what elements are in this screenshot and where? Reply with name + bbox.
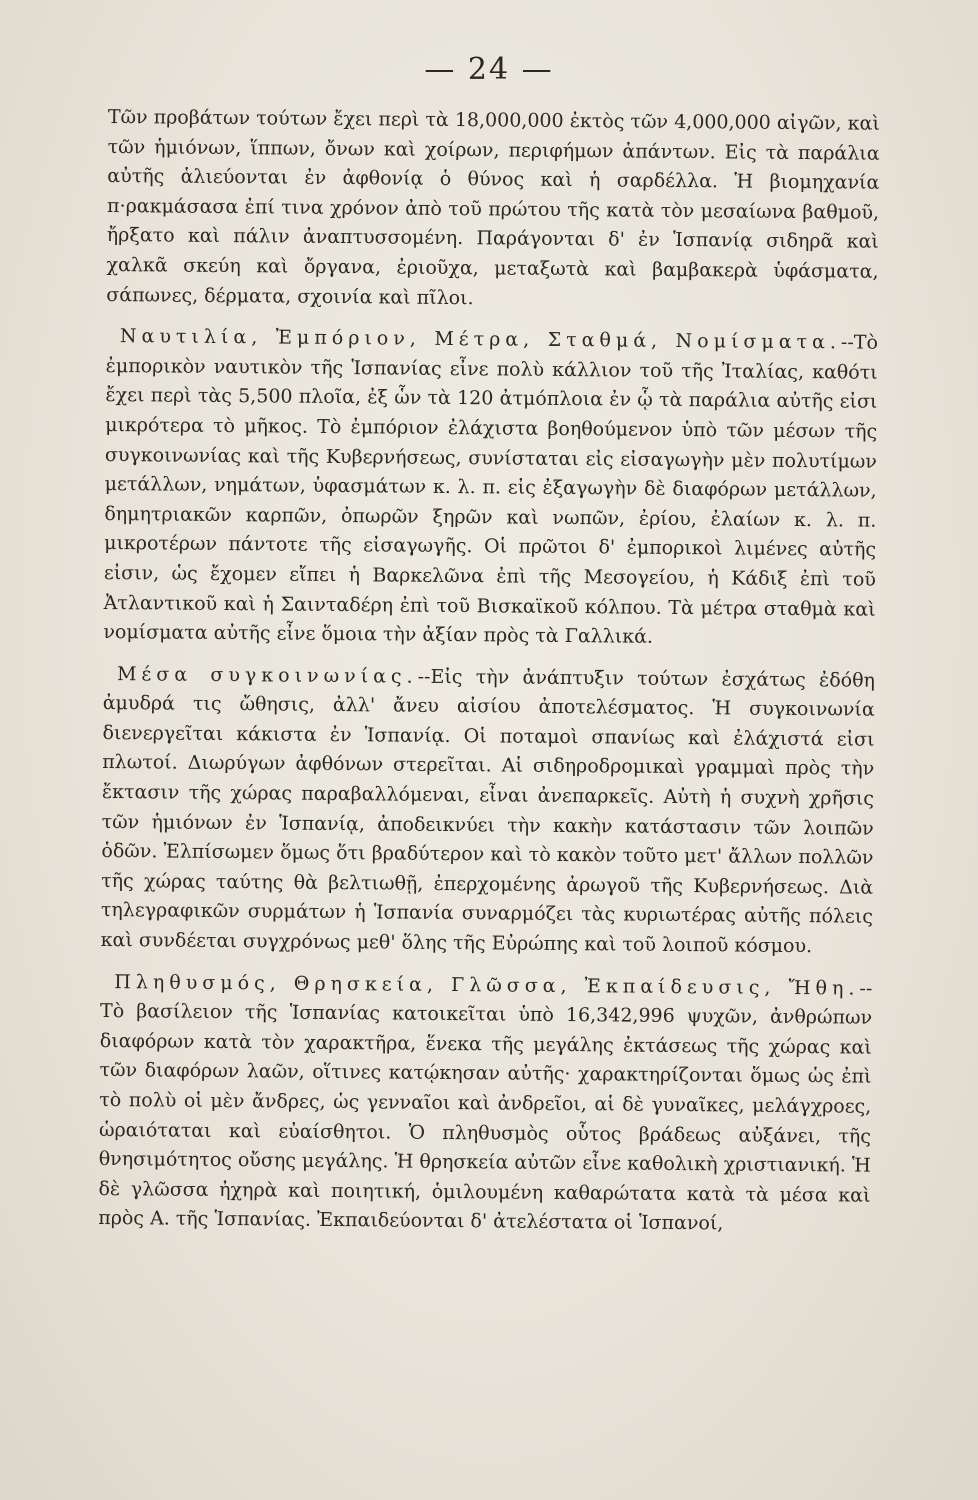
paragraph-livestock-industry (106, 103, 880, 317)
paragraph-population-religion (98, 968, 872, 1241)
paragraph-text: --Τὸ ἐμπορικὸν ναυτικὸν τῆς Ἱσπανίας εἶνε πολὺ κάλλιον τοῦ τῆς Ἰταλίας, καθότι ἔχει περὶ τὰς 5,500 πλοῖα, ἐξ ὧν τὰ 120 ἀτμόπλοια ἐν ᾧ τὰ παράλια αὐτῆς εἰσι μικρότερα τὸ μῆκος. Τὸ ἐμπόριον ἐλάχιστα βοηθούμενον ὑπὸ τῶν μέσων τῆς συγκοινωνίας καὶ τῆς Κυβερνήσεως, συνίσταται εἰς εἰσαγωγὴν μὲν πολυτίμων μετάλλων, νημάτων, ὑφασμάτων κ. λ. π. εἰς ἐξαγωγὴν δὲ διαφόρων μετάλλων, δημητριακῶν καρπῶν, ὀπωρῶν ξηρῶν καὶ νωπῶν, ἐρίου, ἐλαίων κ. λ. π. μικροτέρων πάντοτε τῆς εἰσαγωγῆς. Οἱ πρῶτοι δ' ἐμπορικοὶ λιμένες αὐτῆς εἰσιν, ὡς ἔχομεν εἴπει ἡ Βαρκελῶνα ἐπὶ τῆς Μεσογείου, ἡ Κάδιξ ἐπὶ τοῦ Ἀτλαντικοῦ καὶ ἡ Σαινταδέρη ἐπὶ τοῦ Βισκαϊκοῦ κόλπου. Τὰ μέτρα σταθμὰ καὶ νομίσματα αὐτῆς εἶνε ὅμοια τὴν ἀξίαν πρὸς τὰ Γαλλικά. (103, 331, 879, 648)
section-heading: Μέσα συγκοινωνίας. (116, 662, 418, 688)
page-number: — 24 — (424, 52, 554, 87)
paragraph-navigation-commerce (103, 322, 878, 654)
section-heading: Πληθυσμός, Θρησκεία, Γλῶσσα, Ἐκπαίδευσις, Ἤθη. (114, 970, 860, 1000)
paragraph-text: --Τὸ βασίλειον τῆς Ἱσπανίας κατοικεῖται ὑπὸ 16,342,996 ψυχῶν, ἀνθρώπων διαφόρων κατὰ τὸν χαρακτῆρα, ἕνεκα τῆς μεγάλης ἐκτάσεως τῆς χώρας καὶ τῶν διαφόρων λαῶν, οἵτινες κατῴκησαν αὐτῆς· χαρακτηρίζονται ὅμως ὡς ἐπὶ τὸ πολὺ οἱ μὲν ἄνδρες, ὡς γενναῖοι καὶ ἀνδρεῖοι, αἱ δὲ γυναῖκες, μελάγχροες, ὡραιόταται καὶ εὐαίσθητοι. Ὁ πληθυσμὸς οὗτος βράδεως αὐξάνει, τῆς θνησιμότητος οὔσης μεγάλης. Ἡ θρησκεία αὐτῶν εἶνε καθολικὴ χριστιανική. Ἡ δὲ γλῶσσα ἠχηρὰ καὶ ποιητική, ὁμιλουμένη καθαρώτατα κατὰ τὰ μέσα καὶ πρὸς Α. τῆς Ἱσπανίας. Ἐκπαιδεύονται δ' ἀτελέστατα οἱ Ἱσπανοί, (98, 977, 873, 1235)
paragraph-text: --Εἰς τὴν ἀνάπτυξιν τούτων ἐσχάτως ἐδόθη ἀμυδρά τις ὤθησις, ἀλλ' ἄνευ αἰσίου ἀποτελέσματος. Ἡ συγκοινωνία διενεργεῖται κάκιστα ἐν Ἱσπανίᾳ. Οἱ ποταμοὶ σπανίως καὶ ἐλάχιστά εἰσι πλωτοί. Διωρύγων ἀφθόνων στερεῖται. Αἱ σιδηροδρομικαὶ γραμμαὶ πρὸς τὴν ἔκτασιν τῆς χώρας παραβαλλόμεναι, εἶναι ἀνεπαρκεῖς. Αὐτὴ ἡ συχνὴ χρῆσις τῶν ἡμιόνων ἐν Ἱσπανίᾳ, ἀποδεικνύει τὴν κακὴν κατάστασιν τῶν λοιπῶν ὁδῶν. Ἐλπίσωμεν ὅμως ὅτι βραδύτερον καὶ τὸ κακὸν τοῦτο μετ' ἄλλων πολλῶν τῆς χώρας ταύτης θὰ βελτιωθῇ, ἐπερχομένης ἀρωγοῦ τῆς Κυβερνήσεως. Διὰ τηλεγραφικῶν συρμάτων ἡ Ἱσπανία συναρμόζει τὰς κυριωτέρας αὐτῆς πόλεις καὶ συνδέεται συγχρόνως μεθ' ὅλης τῆς Εὐρώπης καὶ τοῦ λοιποῦ κόσμου. (100, 665, 876, 958)
body-text (98, 103, 880, 1253)
paragraph-communication (101, 660, 876, 963)
paragraph-text: Τῶν προβάτων τούτων ἔχει περὶ τὰ 18,000,000 ἐκτὸς τῶν 4,000,000 αἰγῶν, καὶ τῶν ἡμιόνων, ἵππων, ὄνων καὶ χοίρων, περιφήμων ἁπάντων. Εἰς τὰ παράλια αὐτῆς ἁλιεύονται ἐν ἀφθονίᾳ ὁ θύνος καὶ ἡ σαρδέλλα. Ἡ βιομηχανία π·ρακμάσασα ἐπί τινα χρόνον ἀπὸ τοῦ πρώτου τῆς κατὰ τὸν μεσαίωνα βαθμοῦ, ἤρξατο καὶ πάλιν ἀναπτυσσομένη. Παράγονται δ' ἐν Ἱσπανίᾳ σιδηρᾶ καὶ χαλκᾶ σκεύη καὶ ὄργανα, ἐριοῦχα, μεταξωτὰ καὶ βαμβακερὰ ὑφάσματα, σάπωνες, δέρματα, σχοινία καὶ πῖλοι. (106, 105, 880, 309)
section-heading: Ναυτιλία, Ἐμπόριον, Μέτρα, Σταθμά, Νομίσματα. (119, 325, 842, 354)
